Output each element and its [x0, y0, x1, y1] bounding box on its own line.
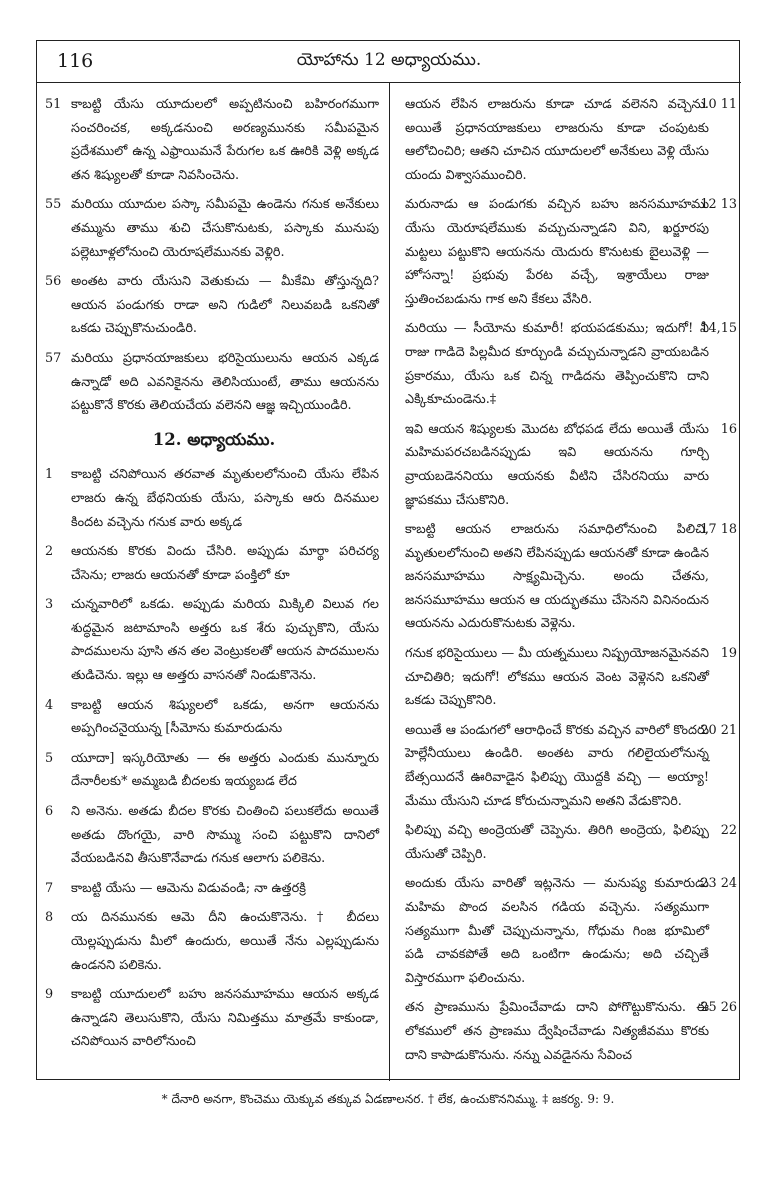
- verse-paragraph: [45, 347, 383, 418]
- verse-text: యూదా] ఇస్కరియోతు — ఈ అత్తరు ఎందుకు మున్నూరు దేనారీలకు* అమ్మబడి బీదలకు ఇయ్యబడ లేద: [71, 750, 379, 790]
- verse-number: 5: [45, 750, 54, 766]
- verse-paragraph: [45, 93, 383, 187]
- verse-paragraph: [399, 193, 737, 311]
- verse-paragraph: [399, 93, 737, 187]
- verse-text: చున్నవారిలో ఒకడు. అప్పుడు మరియ మిక్కిలి విలువ గల శుద్ధమైన జటామాంసి అత్తరు ఒక శేరు పుచ్చుకొని, యేసు పాదములను పూసి తన తల వెంట్రుకలతో ఆయన పాదములను తుడిచెను. ఇల్లు ఆ అత్తరు వాసనతో నిండుకొనెను.: [71, 597, 379, 684]
- verse-paragraph: [45, 694, 383, 741]
- verse-paragraph: [45, 463, 383, 534]
- chapter-11-verses: [45, 93, 383, 418]
- verse-paragraph: [45, 800, 383, 871]
- verse-text: ని అనెను. అతడు బీదల కొరకు చింతించి పలుకలేదు అయితే అతడు దొంగయై, వారి సొమ్ము సంచి పట్టుకొని దానిలో వేయబడినవి తీసుకొనేవాడు గనుక ఆలాగు పలికెను.: [71, 804, 379, 867]
- verse-text: మరునాడు ఆ పండుగకు వచ్చిన బహు జనసమూహము యేసు యెరూషలేముకు వచ్చుచున్నాడని విని, ఖర్జూరపు మట్టలు పట్టుకొని ఆయనను యెదురు కొనుటకు బైలువెళ్లి — హోసన్నా! ప్రభువు పేరట వచ్చే, ఇశ్రాయేలు రాజు స్తుతించబడును గాక అని కేకలు వేసిరి.: [405, 197, 709, 307]
- verse-text: య దినమునకు ఆమె దీని ఉంచుకొనెను.† బీదలు యెల్లప్పుడును మీలో ఉందురు, అయితే నేను ఎల్లప్పుడును ఉండనని పలికెను.: [71, 910, 379, 973]
- verse-number: 9: [45, 987, 54, 1003]
- verse-paragraph: [399, 518, 737, 636]
- verse-text: కాబట్టి యేసు — ఆమెను విడువండి; నా ఉత్తరక్రి: [71, 880, 306, 896]
- verse-paragraph: [45, 877, 383, 901]
- verse-text: మరియు ప్రధానయాజకులు భరిసైయులును ఆయన ఎక్కడ ఉన్నాడో అది ఎవనికైనను తెలిసియుంటే, తాము ఆయనను పట్టుకొనే కొరకు తెలియచేయ వలెనని ఆజ్ఞ ఇచ్చియుండిరి.: [71, 350, 379, 414]
- verse-number: 25 26: [700, 1000, 737, 1016]
- verse-text: కాబట్టి యూదులలో బహు జనసమూహము ఆయన అక్కడ ఉన్నాడని తెలుసుకొని, యేసు నిమిత్తము మాత్రమే కాకుండా, చనిపోయిన వారిలోనుంచి: [71, 987, 379, 1050]
- verse-number: 16: [720, 421, 737, 437]
- left-column: [45, 93, 383, 1060]
- verse-text: మరియు యూదుల పస్కా సమీపమై ఉండెను గనుక అనేకులు తమ్మును తాము శుచి చేసుకొనుటకు, పస్కాకు మునుపు పల్లెటూళ్లలోనుంచి యెరూషలేమునకు వెళ్లిరి.: [71, 197, 379, 260]
- verse-text: గనుక భరిసైయులు — మీ యత్నములు నిష్ప్రయోజనమైనవని చూచితిరి; ఇదుగో! లోకము ఆయన వెంట వెళ్లెనని ఒకనితో ఒకడు చెప్పుకొనిరి.: [405, 646, 709, 709]
- verse-text: కాబట్టి యేసు యూదులలో అప్పటినుంచి బహిరంగముగా సంచరించక, అక్కడనుంచి అరణ్యమునకు సమీపమైన ప్రదేశములో ఉన్న ఎఫ్రాయిమనే పేరుగల ఒక ఊరికి వెళ్లి అక్కడ తన శిష్యులతో కూడా నివసించెను.: [71, 97, 379, 183]
- verse-text: అయితే ఆ పండుగలో ఆరాధించే కొరకు వచ్చిన వారిలో కొందరు హెల్లేనీయులు ఉండిరి. అంతట వారు గలిలైయలోనున్న బేత్సయిదనే ఊరివాడైన ఫిలిప్పు యొద్దకి వచ్చి — అయ్యా! మేము యేసుని చూడ కోరుచున్నామని అతని వేడుకొనిరి.: [405, 722, 709, 809]
- verse-text: ఇవి ఆయన శిష్యులకు మొదట బోధపడ లేదు అయితే యేసు మహిమపరచబడినప్పుడు ఇవి ఆయనను గూర్చి వ్రాయబడెననియు ఆయనకు వీటిని చేసిరనియు వారు జ్ఞాపకము చేసుకొనిరి.: [405, 421, 709, 508]
- column-divider: [389, 83, 390, 1081]
- verse-paragraph: [45, 747, 383, 794]
- chapter-heading: 12. అధ్యాయము.: [152, 429, 276, 449]
- verse-paragraph: [45, 983, 383, 1054]
- footnote: * దేనారి అనగా, కొంచెము యెక్కువ తక్కువ ఏడణాలనర. † లేక, ఉంచుకొననిమ్ము. ‡ జకర్య. 9: 9.: [161, 1092, 615, 1106]
- verse-number: 23 24: [700, 876, 737, 892]
- verse-paragraph: [45, 270, 383, 341]
- verse-number: 14,15: [700, 321, 737, 337]
- page-header: [37, 41, 741, 83]
- verse-number: 56: [45, 274, 62, 290]
- verse-paragraph: [399, 819, 737, 866]
- page-number: 116: [57, 50, 94, 72]
- verse-number: 10 11: [700, 97, 737, 112]
- page-frame: [36, 40, 740, 1080]
- verse-number: 6: [45, 804, 54, 820]
- verse-number: 19: [720, 646, 737, 662]
- verse-number: 1: [45, 467, 54, 483]
- verse-number: 55: [45, 197, 62, 213]
- verse-paragraph: [45, 906, 383, 977]
- verse-text: మరియు — సీయోను కుమారీ! భయపడకుము; ఇదుగో! నీ రాజు గాడిదె పిల్లమీద కూర్చుండి వచ్చుచున్నాడని వ్రాయబడిన ప్రకారము, యేసు ఒక చిన్న గాడిదను తెప్పించుకొని దాని ఎక్కికూచుండెను.‡: [405, 321, 709, 408]
- verse-text: ఫిలిప్పు వచ్చి అంద్రెయతో చెప్పెను. తిరిగి అంద్రెయ, ఫిలిప్పు యేసుతో చెప్పిరి.: [405, 823, 709, 862]
- running-title: యోహాను 12 అధ్యాయము.: [296, 50, 482, 70]
- verse-number: 4: [45, 697, 54, 713]
- verse-paragraph: [399, 317, 737, 411]
- verse-paragraph: [399, 719, 737, 813]
- verse-number: 8: [45, 910, 54, 926]
- verse-text: కాబట్టి ఆయన లాజరును సమాధిలోనుంచి పిలిచి, మృతులలోనుంచి అతని లేపినప్పుడు ఆయనతో కూడా ఉండిన జనసమూహము సాక్ష్యమిచ్చెను. అందు చేతను, జనసమూహము ఆయన ఆ యద్భుతము చేసెనని వినినందున ఆయనను ఎదురుకొనుటకు వెళ్లెను.: [405, 522, 709, 632]
- verse-paragraph: [399, 996, 737, 1067]
- book-page: [36, 40, 740, 1168]
- verse-number: 7: [45, 880, 54, 896]
- chapter-12-verses: [45, 463, 383, 1054]
- verse-text: అంతట వారు యేసుని వెతుకుచు — మీకేమి తోస్తున్నది? ఆయన పండుగకు రాడా అని గుడిలో నిలువబడి ఒకనితో ఒకడు చెప్పుకొనుచుండిరి.: [71, 274, 379, 337]
- verse-paragraph: [399, 418, 737, 512]
- verse-number: 57: [45, 350, 62, 366]
- verse-number: 17 18: [700, 522, 737, 538]
- verse-paragraph: [45, 540, 383, 587]
- verse-paragraph: [45, 193, 383, 264]
- verse-text: ఆయనకు కొరకు విందు చేసిరి. అప్పుడు మార్థా పరిచర్య చేసెను; లాజరు ఆయనతో కూడా పంక్తిలో కూ: [71, 544, 379, 583]
- verse-paragraph: [399, 872, 737, 990]
- verse-number: 2: [45, 544, 54, 560]
- verse-text: కాబట్టి ఆయన శిష్యులలో ఒకడు, అనగా ఆయనను అప్పగించనైయున్న [సీమోను కుమారుడును: [71, 697, 379, 737]
- right-column: [399, 93, 737, 1073]
- verse-text: ఆయన లేపిన లాజరును కూడా చూడ వలెనని వచ్చెను. అయితే ప్రధానయాజకులు లాజరును కూడా చంపుటకు ఆలోచించిరి; ఆతని చూచిన యూదులలో అనేకులు వెళ్లి యేసు యందు విశ్వాసముంచిరి.: [405, 97, 709, 183]
- verse-number: 3: [45, 597, 54, 613]
- verse-text: కాబట్టి చనిపోయిన తరవాత మృతులలోనుంచి యేసు లేపిన లాజరు ఉన్న బేథనియకు యేసు, పస్కాకు ఆరు దినముల కిందట వచ్చెను గనుక వారు అక్కడ: [71, 467, 379, 530]
- verse-number: 51: [45, 97, 62, 112]
- verse-text: తన ప్రాణమును ప్రేమించేవాడు దాని పోగొట్టుకొనును. ఈ లోకములో తన ప్రాణము ద్వేషించేవాడు నిత్యజీవము కొరకు దాని కాపాడుకొనును. నన్ను ఎవడైనను సేవించ: [405, 1000, 709, 1063]
- verse-paragraph: [399, 642, 737, 713]
- verse-number: 12 13: [700, 197, 737, 213]
- verse-text: అందుకు యేసు వారితో ఇట్లనెను — మనుష్య కుమారుడు మహిమ పొంద వలసిన గడియ వచ్చెను. సత్యముగా సత్యముగా మీతో చెప్పుచున్నాను, గోధుమ గింజ భూమిలో పడి చావకపోతే అది ఒంటిగా ఉండును; అది చచ్చితే విస్తారముగా ఫలించును.: [405, 876, 709, 986]
- verse-paragraph: [45, 593, 383, 687]
- verse-number: 22: [720, 823, 737, 839]
- verse-number: 20 21: [700, 722, 737, 738]
